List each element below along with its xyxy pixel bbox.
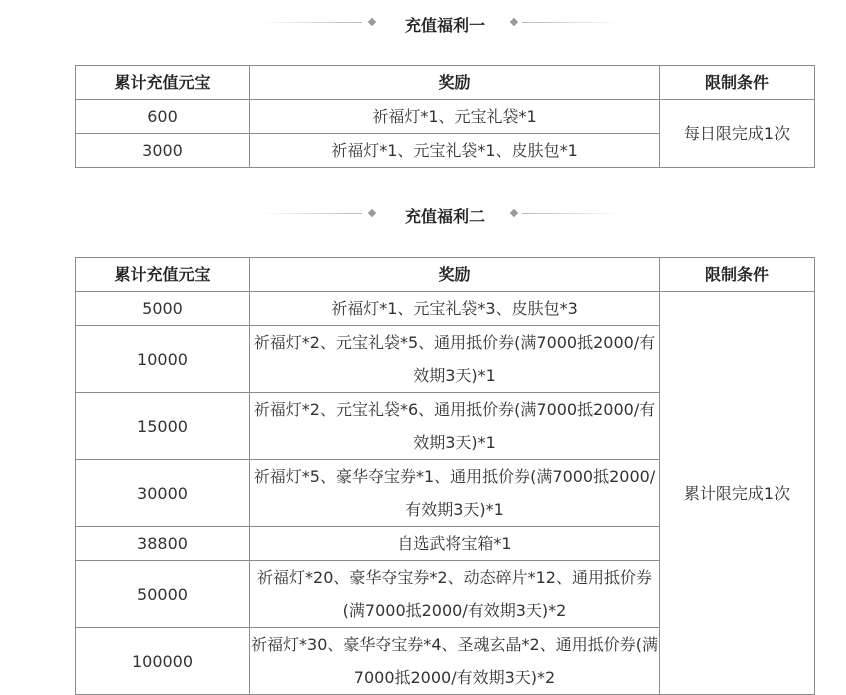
amount-cell: 3000 (76, 134, 250, 168)
reward-cell: 祈福灯*2、元宝礼袋*5、通用抵价券(满7000抵2000/有效期3天)*1 (250, 326, 660, 393)
amount-cell: 10000 (76, 326, 250, 393)
amount-cell: 100000 (76, 628, 250, 695)
diamond-icon (368, 18, 376, 26)
table-header-row (76, 258, 815, 292)
amount-cell: 5000 (76, 292, 250, 326)
condition-cell: 累计限完成1次 (660, 292, 815, 695)
header-amount: 累计充值元宝 (76, 66, 250, 100)
amount-cell: 15000 (76, 393, 250, 460)
amount-cell: 38800 (76, 527, 250, 561)
diamond-icon (510, 18, 518, 26)
header-reward: 奖励 (250, 66, 660, 100)
reward-cell: 祈福灯*30、豪华夺宝券*4、圣魂玄晶*2、通用抵价券(满7000抵2000/有效期3天)*2 (250, 628, 660, 695)
reward-cell: 祈福灯*1、元宝礼袋*1 (250, 100, 660, 134)
divider-line (262, 213, 362, 214)
divider-line (522, 22, 622, 23)
diamond-icon (368, 209, 376, 217)
section-1-title: 充值福利一 (404, 16, 485, 35)
diamond-icon (510, 209, 518, 217)
reward-cell: 祈福灯*2、元宝礼袋*6、通用抵价券(满7000抵2000/有效期3天)*1 (250, 393, 660, 460)
recharge-table-2 (75, 257, 815, 695)
header-condition: 限制条件 (660, 258, 815, 292)
table-header-row (76, 66, 815, 100)
section-title-2 (0, 202, 846, 226)
divider-line (262, 22, 362, 23)
reward-cell: 祈福灯*1、元宝礼袋*3、皮肤包*3 (250, 292, 660, 326)
recharge-table-1 (75, 65, 815, 168)
table-row (76, 100, 815, 134)
header-condition: 限制条件 (660, 66, 815, 100)
divider-line (522, 213, 622, 214)
table-row (76, 292, 815, 326)
reward-cell: 祈福灯*5、豪华夺宝券*1、通用抵价券(满7000抵2000/有效期3天)*1 (250, 460, 660, 527)
header-amount: 累计充值元宝 (76, 258, 250, 292)
reward-cell: 祈福灯*1、元宝礼袋*1、皮肤包*1 (250, 134, 660, 168)
reward-cell: 自选武将宝箱*1 (250, 527, 660, 561)
amount-cell: 50000 (76, 561, 250, 628)
section-2-title: 充值福利二 (404, 207, 485, 226)
header-reward: 奖励 (250, 258, 660, 292)
amount-cell: 30000 (76, 460, 250, 527)
reward-cell: 祈福灯*20、豪华夺宝券*2、动态碎片*12、通用抵价券(满7000抵2000/有效期3天)*2 (250, 561, 660, 628)
amount-cell: 600 (76, 100, 250, 134)
condition-cell: 每日限完成1次 (660, 100, 815, 168)
section-title-1 (0, 11, 846, 35)
